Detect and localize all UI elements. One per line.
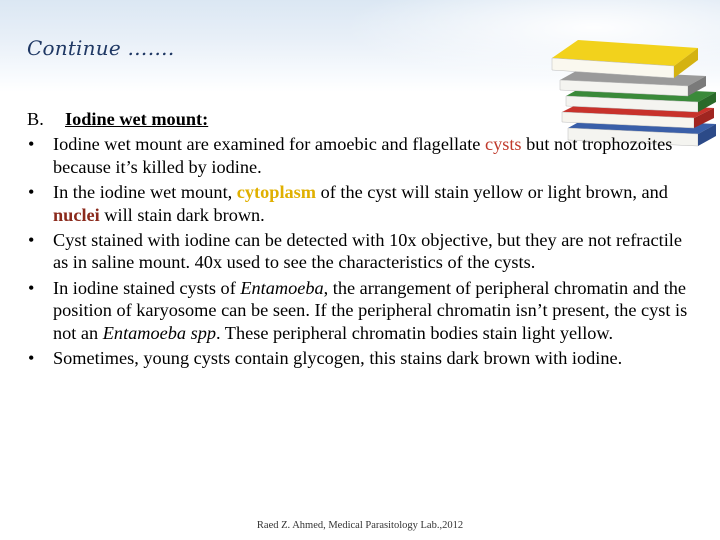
cysts-highlight: cysts: [484, 134, 522, 155]
genus-name: Entamoeba: [240, 277, 324, 298]
bullet-icon: •: [28, 134, 35, 155]
list-item: • In iodine stained cysts of Entamoeba, the arrangement of peripheral chromatin and the position of karyosome can be seen. If the peripheral chromatin isn’t present, the cyst is not an Entamoeba spp. These peripheral chromatin bodies stain light yellow.: [28, 277, 688, 343]
species-name: Entamoeba spp: [102, 322, 216, 343]
section-letter: B.: [27, 109, 44, 129]
list-item: • In the iodine wet mount, cytoplasm of the cyst will stain yellow or light brown, and nuclei will stain dark brown.: [28, 181, 668, 225]
list-item: • Cyst stained with iodine can be detected with 10x objective, but they are not refractile as in saline mount. 40x used to see the characteristics of the cysts.: [28, 229, 682, 273]
bullet-list: [27, 133, 697, 369]
slide-body: [27, 108, 697, 370]
slide-title: Continue …….: [27, 36, 175, 60]
bullet-icon: •: [28, 277, 35, 298]
list-item: • Iodine wet mount are examined for amoebic and flagellate cysts but not trophozoites because it’s killed by iodine.: [28, 134, 673, 177]
list-item: • Sometimes, young cysts contain glycogen, this stains dark brown with iodine.: [28, 347, 623, 368]
cytoplasm-highlight: cytoplasm: [236, 181, 317, 202]
section-title: Iodine wet mount:: [65, 109, 209, 129]
bullet-icon: •: [28, 347, 35, 368]
footer-credit: Raed Z. Ahmed, Medical Parasitology Lab.,2012: [256, 520, 464, 531]
nuclei-highlight: nuclei: [53, 204, 100, 225]
bullet-icon: •: [28, 181, 35, 202]
section-heading: [27, 108, 697, 131]
bullet-icon: •: [28, 229, 35, 250]
